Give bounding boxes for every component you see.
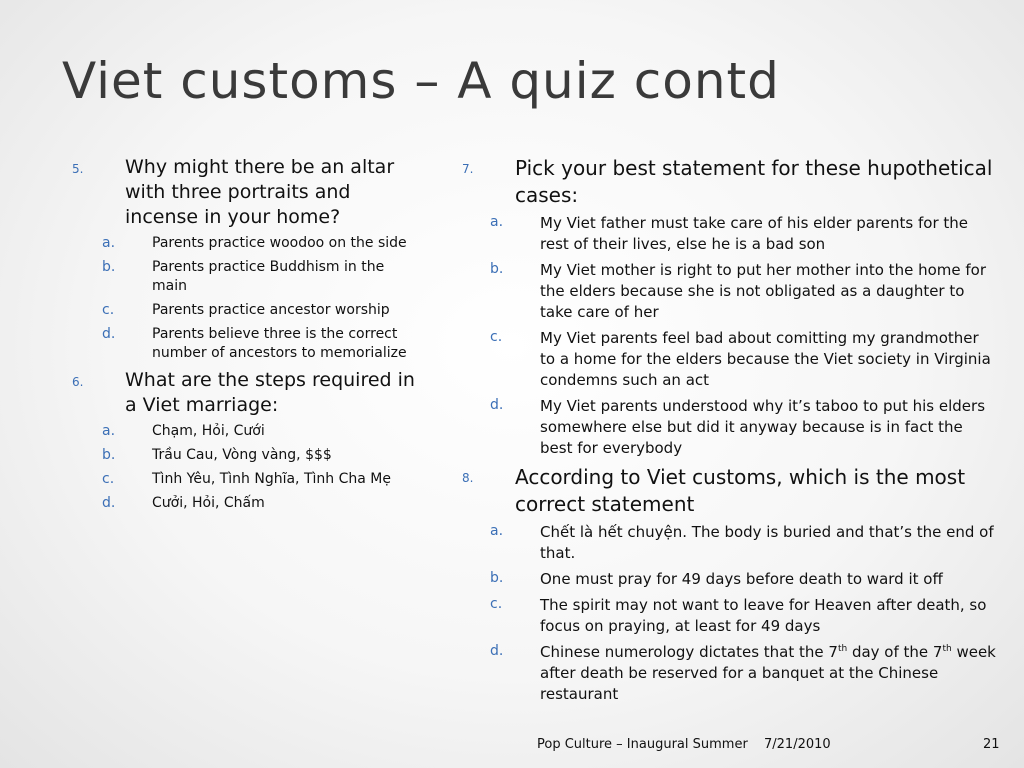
option-text: My Viet mother is right to put her mother into the home for the elders because she is not obligated as a daughter to take care of her xyxy=(540,261,986,321)
question-text: According to Viet customs, which is the most correct statement xyxy=(515,465,966,516)
option-item xyxy=(72,470,422,489)
option-letter: b. xyxy=(490,261,504,277)
option-item xyxy=(462,328,997,391)
option-text: Chết là hết chuyện. The body is buried and that’s the end of that. xyxy=(540,523,994,562)
option-letter: b. xyxy=(102,447,116,463)
question-number: 8. xyxy=(462,471,474,485)
option-letter: a. xyxy=(102,235,116,251)
option-item xyxy=(462,595,997,637)
option-item xyxy=(462,522,997,564)
option-text: Chạm, Hỏi, Cưới xyxy=(152,423,265,439)
option-item xyxy=(72,234,422,253)
option-letter: c. xyxy=(102,302,115,318)
question-6 xyxy=(72,368,422,418)
option-item xyxy=(462,213,997,255)
option-text: Parents practice ancestor worship xyxy=(152,302,390,318)
left-column xyxy=(72,155,422,518)
option-letter: a. xyxy=(490,523,504,539)
question-7-options xyxy=(462,213,997,459)
option-text: Parents practice Buddhism in the main xyxy=(152,259,385,294)
option-letter: b. xyxy=(490,570,504,586)
option-text xyxy=(540,642,997,705)
option-text: My Viet father must take care of his elder parents for the rest of their lives, else he is a bad son xyxy=(540,214,968,253)
option-letter: c. xyxy=(102,471,115,487)
option-letter: a. xyxy=(102,423,116,439)
question-5-options xyxy=(72,234,422,363)
question-number: 6. xyxy=(72,375,84,389)
option-item xyxy=(72,325,422,363)
option-text-part: week after death be reserved for a banquet at the Chinese restaurant xyxy=(540,643,996,703)
option-text: Tình Yêu, Tình Nghĩa, Tình Cha Mẹ xyxy=(152,471,391,487)
option-text-part: day of the 7 xyxy=(847,643,943,661)
option-text: The spirit may not want to leave for Heaven after death, so focus on praying, at least for 49 days xyxy=(540,596,987,635)
option-item xyxy=(72,258,422,296)
question-number: 5. xyxy=(72,162,84,176)
option-letter: c. xyxy=(490,596,503,612)
question-8-options xyxy=(462,522,997,705)
ordinal-suffix: th xyxy=(942,644,952,654)
option-item xyxy=(72,301,422,320)
question-text: Pick your best statement for these hupothetical cases: xyxy=(515,156,993,207)
option-text-part: Chinese numerology dictates that the 7 xyxy=(540,643,838,661)
option-letter: d. xyxy=(490,397,504,413)
option-letter: b. xyxy=(102,259,116,275)
option-letter: d. xyxy=(102,326,116,342)
option-letter: d. xyxy=(490,643,504,659)
option-text: Parents practice woodoo on the side xyxy=(152,235,407,251)
option-letter: d. xyxy=(102,495,116,511)
footer-course: Pop Culture – Inaugural Summer xyxy=(537,737,748,752)
option-item xyxy=(72,446,422,465)
option-text: Cưởi, Hỏi, Chấm xyxy=(152,495,265,511)
question-6-options xyxy=(72,422,422,513)
question-text: What are the steps required in a Viet marriage: xyxy=(125,369,415,416)
footer-date: 7/21/2010 xyxy=(764,737,831,752)
option-item xyxy=(72,494,422,513)
option-text: My Viet parents understood why it’s taboo to put his elders somewhere else but did it anyway because is in fact the best for everybody xyxy=(540,397,986,457)
ordinal-suffix: th xyxy=(837,644,848,654)
question-number: 7. xyxy=(462,162,474,176)
right-column xyxy=(462,155,997,710)
question-8 xyxy=(462,464,997,518)
footer-page-number: 21 xyxy=(983,737,1000,752)
slide-title: Viet customs – A quiz contd xyxy=(62,52,780,110)
option-letter: c. xyxy=(490,329,503,345)
option-letter: a. xyxy=(490,214,504,230)
option-item xyxy=(72,422,422,441)
option-text: My Viet parents feel bad about comitting my grandmother to a home for the elders because the Viet society in Virginia condemns such an act xyxy=(540,329,991,389)
option-item xyxy=(462,396,997,459)
option-text: One must pray for 49 days before death to ward it off xyxy=(540,570,943,588)
question-text: Why might there be an altar with three portraits and incense in your home? xyxy=(125,156,395,228)
option-item xyxy=(462,642,997,705)
option-item xyxy=(462,260,997,323)
option-text: Parents believe three is the correct number of ancestors to memorialize xyxy=(152,326,407,361)
question-7 xyxy=(462,155,997,209)
option-text: Trầu Cau, Vòng vàng, $$$ xyxy=(152,447,332,463)
question-5 xyxy=(72,155,422,230)
option-item xyxy=(462,569,997,590)
